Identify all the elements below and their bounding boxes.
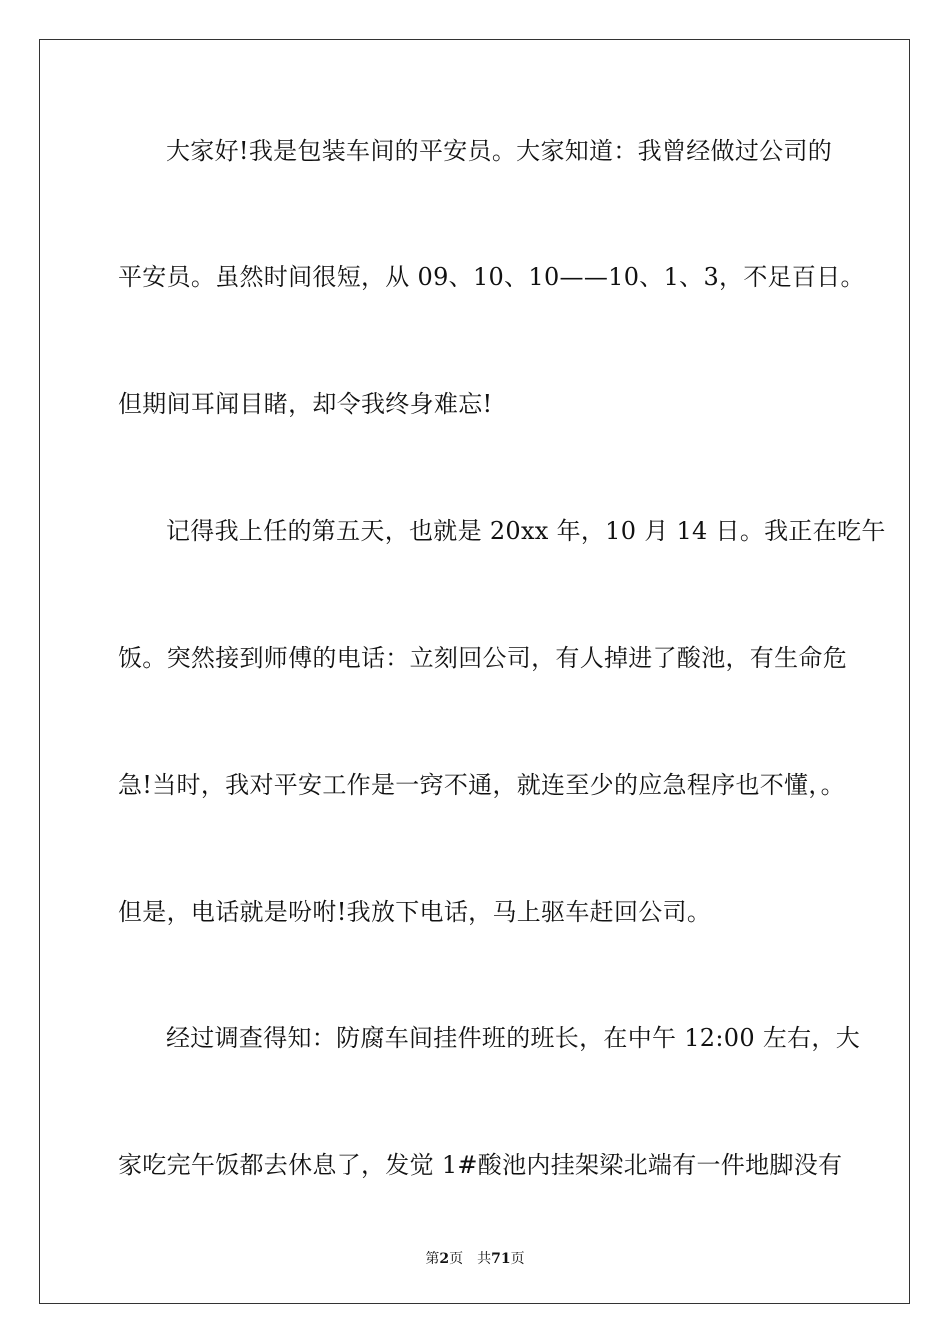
paragraph-2-line-4: 但是，电话就是吩咐!我放下电话，马上驱车赶回公司。: [118, 898, 712, 926]
footer-total-pages: 71: [491, 1251, 511, 1267]
paragraph-3-line-1: 经过调查得知：防腐车间挂件班的班长，在中午 12:00 左右，大: [166, 1024, 861, 1052]
paragraph-2-line-2: 饭。突然接到师傅的电话：立刻回公司，有人掉进了酸池，有生命危: [118, 644, 847, 672]
paragraph-1-line-2: 平安员。虽然时间很短，从 09、10、10——10、1、3，不足百日。: [118, 263, 865, 291]
paragraph-2-line-1: 记得我上任的第五天，也就是 20xx 年，10 月 14 日。我正在吃午: [166, 517, 886, 545]
footer-total-suffix: 页: [510, 1251, 525, 1267]
paragraph-1-line-3: 但期间耳闻目睹，却令我终身难忘!: [118, 390, 493, 418]
paragraph-3-line-2: 家吃完午饭都去休息了，发觉 1#酸池内挂架梁北端有一件地脚没有: [118, 1151, 843, 1179]
footer-page-number: 2: [439, 1251, 450, 1267]
footer-page-suffix: 页: [449, 1251, 464, 1267]
paragraph-1-line-1: 大家好!我是包装车间的平安员。大家知道：我曾经做过公司的: [166, 137, 833, 165]
paragraph-2-line-3: 急!当时，我对平安工作是一窍不通，就连至少的应急程序也不懂，。: [118, 771, 845, 799]
footer-page-prefix: 第: [425, 1251, 440, 1267]
footer-total-prefix: 共: [477, 1251, 492, 1267]
page-footer: [0, 1248, 950, 1268]
